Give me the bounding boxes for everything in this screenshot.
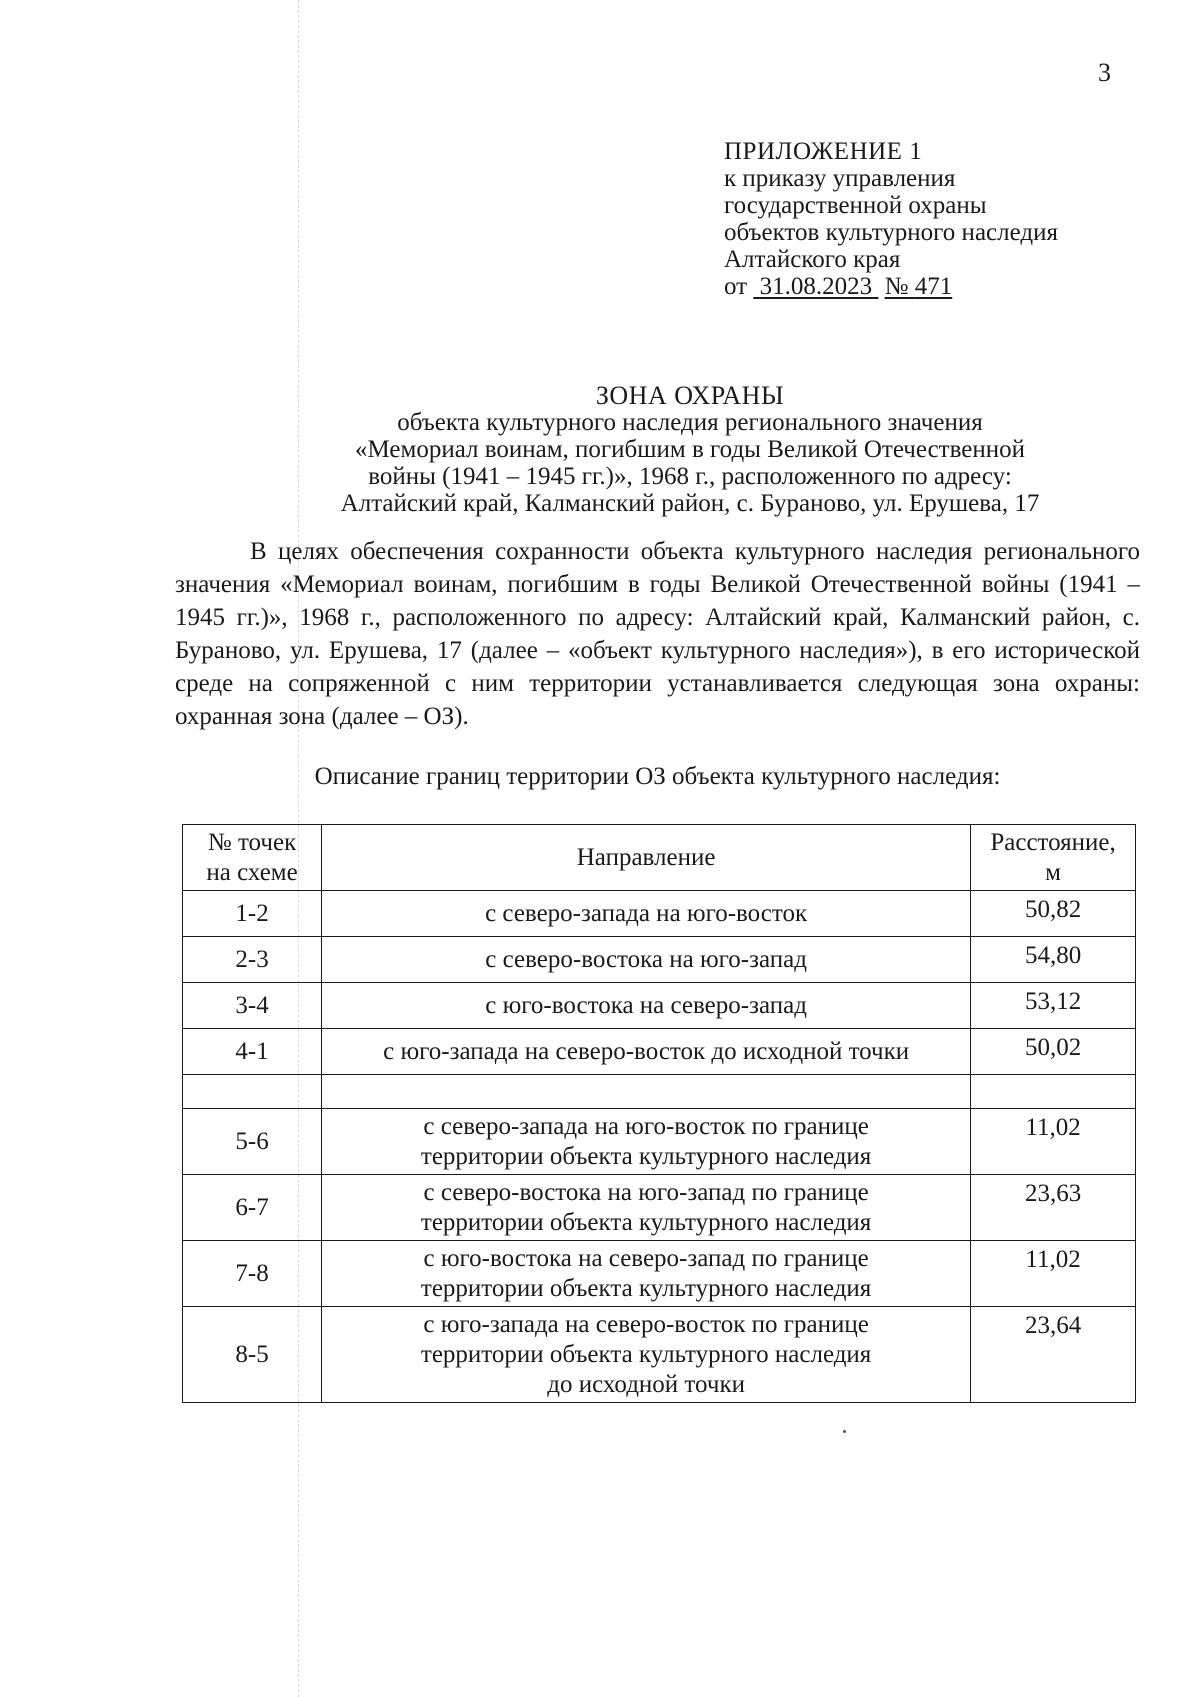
cell-points: 3-4 <box>183 983 322 1029</box>
scan-speck <box>843 1430 846 1433</box>
direction-line: с юго-востока на северо-запад по границе <box>423 1244 869 1272</box>
order-number <box>885 273 953 300</box>
number-prefix: № <box>884 273 909 300</box>
direction-line: территории объекта культурного наследия <box>420 1208 872 1236</box>
table-row <box>183 1307 1136 1403</box>
heading-title: ЗОНА ОХРАНЫ <box>595 381 785 410</box>
cell-direction <box>322 1241 971 1307</box>
appendix-line: Алтайского края <box>724 246 901 273</box>
appendix-date-line <box>724 273 1058 300</box>
cell-distance: 11,02 <box>971 1241 1136 1307</box>
body-paragraph: В целях обеспечения сохранности объекта культурного наследия регионального значения «Мемориал воинам, погибшим в годы Великой Отечественной войны (1941 – 1945 гг.)», 1968 г., расположенного по адресу: Алтайский край, Калманский район, с. Бураново, ул. Ерушева, 17 (далее – «объект культурного наследия»), в его исторической среде на сопряженной с ним территории устанавливается следующая зона охраны: охранная зона (далее – ОЗ). <box>175 538 1140 730</box>
page-number: 3 <box>1098 58 1111 87</box>
header-distance-line: м <box>1045 858 1061 886</box>
cell-points <box>183 1075 322 1109</box>
direction-line: с северо-запада на юго-восток <box>485 899 808 927</box>
appendix-title: ПРИЛОЖЕНИЕ 1 <box>724 138 923 165</box>
order-date-value: 31.08.2023 <box>759 273 873 300</box>
boundary-table <box>182 824 1136 1403</box>
heading-line: войны (1941 – 1945 гг.)», 1968 г., расположенного по адресу: <box>368 463 1012 490</box>
cell-points: 8-5 <box>183 1307 322 1403</box>
appendix-line: объектов культурного наследия <box>724 219 1058 246</box>
order-number-value: 471 <box>914 273 953 300</box>
header-direction: Направление <box>322 825 971 891</box>
direction-line: территории объекта культурного наследия <box>420 1340 872 1368</box>
table-row <box>183 937 1136 983</box>
header-distance-line: Расстояние, <box>990 828 1116 856</box>
cell-points: 2-3 <box>183 937 322 983</box>
cell-points: 6-7 <box>183 1175 322 1241</box>
heading-line: Алтайский край, Калманский район, с. Бураново, ул. Ерушева, 17 <box>340 490 1040 517</box>
table-row <box>183 891 1136 937</box>
date-prefix: от <box>724 273 748 300</box>
cell-distance: 50,82 <box>971 891 1136 937</box>
order-date <box>753 273 878 300</box>
document-heading <box>220 382 1160 517</box>
direction-line: территории объекта культурного наследия <box>420 1274 872 1302</box>
cell-points: 4-1 <box>183 1029 322 1075</box>
table-row <box>183 1241 1136 1307</box>
cell-distance <box>971 1075 1136 1109</box>
cell-points: 5-6 <box>183 1109 322 1175</box>
cell-direction <box>322 983 971 1029</box>
header-points-line: на схеме <box>206 858 298 886</box>
cell-direction <box>322 1307 971 1403</box>
cell-points: 1-2 <box>183 891 322 937</box>
cell-points: 7-8 <box>183 1241 322 1307</box>
heading-line: объекта культурного наследия регионального значения <box>397 409 983 436</box>
cell-distance: 11,02 <box>971 1109 1136 1175</box>
cell-direction <box>322 891 971 937</box>
direction-line: с юго-востока на северо-запад <box>485 991 807 1019</box>
direction-line: с юго-запада на северо-восток по границе <box>423 1310 869 1338</box>
cell-direction <box>322 1109 971 1175</box>
header-distance <box>971 825 1136 891</box>
cell-distance: 53,12 <box>971 983 1136 1029</box>
cell-direction <box>322 1075 971 1109</box>
heading-line: «Мемориал воинам, погибшим в годы Великой Отечественной <box>355 436 1025 463</box>
cell-distance: 23,64 <box>971 1307 1136 1403</box>
cell-distance: 23,63 <box>971 1175 1136 1241</box>
table-row <box>183 1175 1136 1241</box>
table-row <box>183 1029 1136 1075</box>
cell-distance: 54,80 <box>971 937 1136 983</box>
appendix-line: государственной охраны <box>724 192 987 219</box>
table-caption: Описание границ территории ОЗ объекта культурного наследия: <box>314 763 1001 790</box>
cell-distance: 50,02 <box>971 1029 1136 1075</box>
direction-line: территории объекта культурного наследия <box>420 1142 872 1170</box>
header-points-line: № точек <box>207 828 297 856</box>
direction-line: до исходной точки <box>547 1370 745 1398</box>
header-points <box>183 825 322 891</box>
appendix-line: к приказу управления <box>724 165 956 192</box>
direction-line: с северо-востока на юго-запад <box>485 945 807 973</box>
table-row <box>183 1075 1136 1109</box>
cell-direction <box>322 1029 971 1075</box>
table-body <box>183 891 1136 1403</box>
appendix-block <box>724 138 1058 300</box>
table-row <box>183 1109 1136 1175</box>
cell-direction <box>322 937 971 983</box>
cell-direction <box>322 1175 971 1241</box>
table-header-row <box>183 825 1136 891</box>
direction-line: с северо-востока на юго-запад по границе <box>423 1178 869 1206</box>
direction-line: с юго-запада на северо-восток до исходной точки <box>383 1037 910 1065</box>
direction-line: с северо-запада на юго-восток по границе <box>423 1112 869 1140</box>
table-row <box>183 983 1136 1029</box>
